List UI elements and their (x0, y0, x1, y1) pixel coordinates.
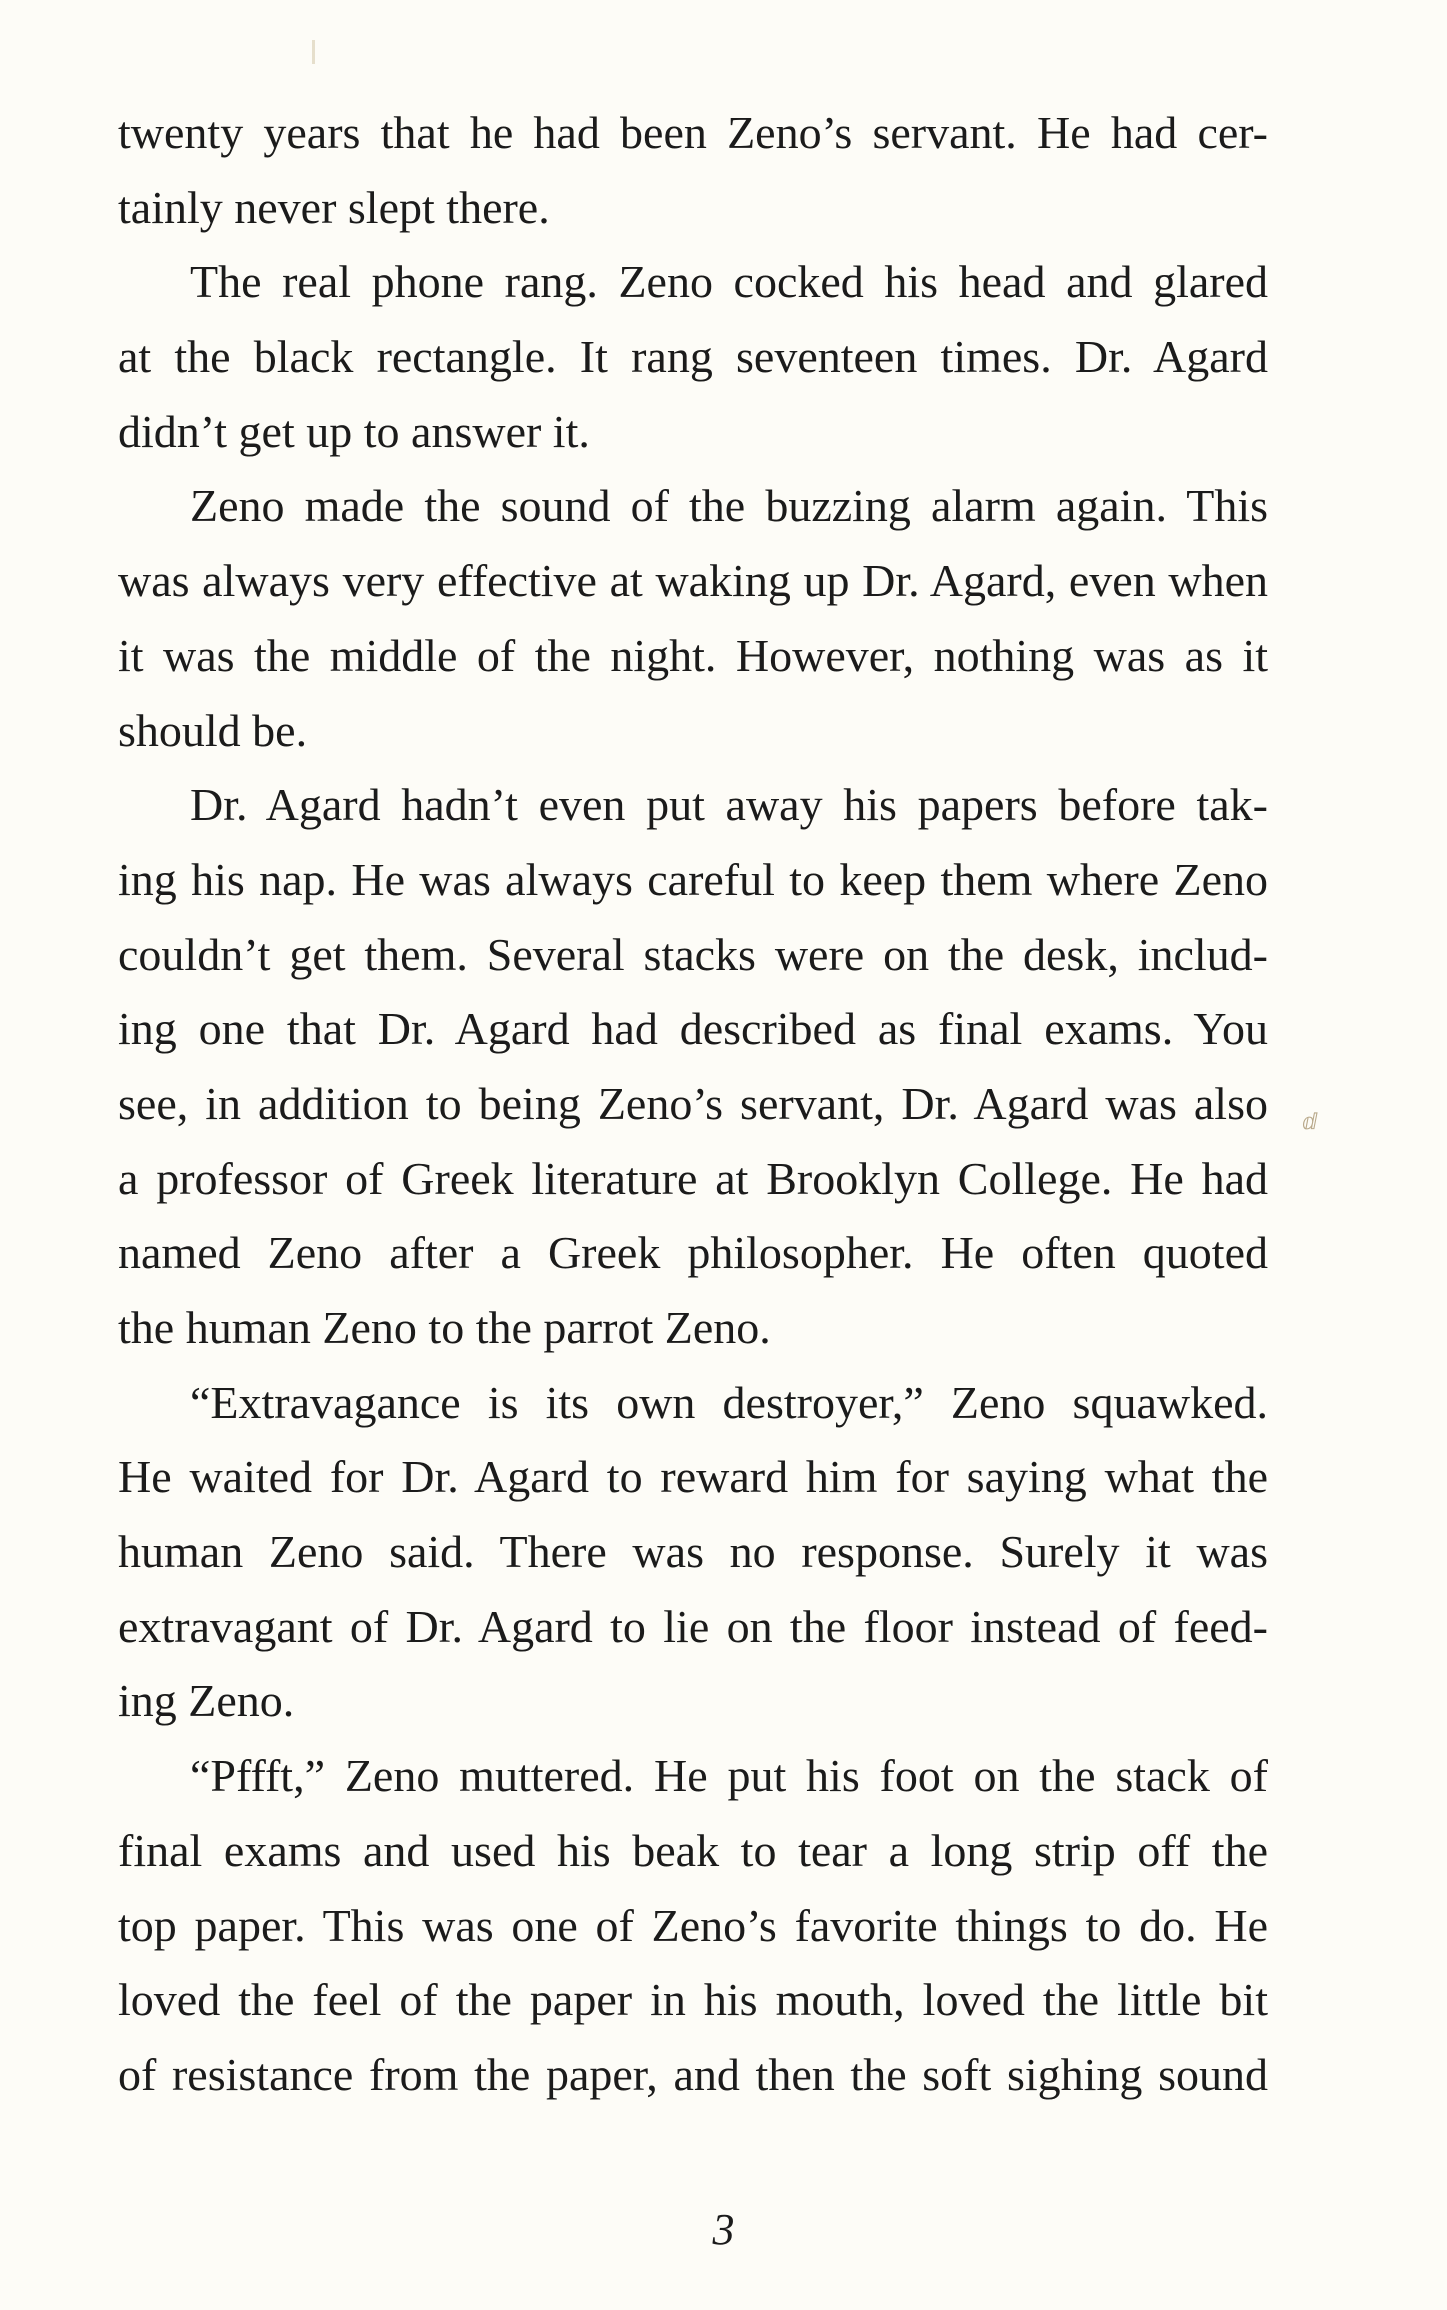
text-line: should be. (118, 704, 308, 756)
page-number: 3 (712, 2205, 735, 2254)
text-line: of resistance from the paper, and then the soft sighing sound (118, 2048, 1268, 2100)
text-line: “Pffft,” Zeno muttered. He put his foot on the stack of (190, 1750, 1268, 1802)
paper-speck (312, 40, 315, 64)
text-line: named Zeno after a Greek philosopher. He often quoted (118, 1227, 1268, 1279)
text-line: “Extravagance is its own destroyer,” Zeno squawked. (190, 1376, 1268, 1428)
body-text (118, 96, 1268, 2113)
text-line: couldn’t get them. Several stacks were on the desk, includ- (118, 928, 1268, 980)
text-line: see, in addition to being Zeno’s servant, Dr. Agard was also (118, 1077, 1268, 1129)
text-line: final exams and used his beak to tear a long strip off the (118, 1824, 1268, 1876)
text-line: at the black rectangle. It rang seventeen times. Dr. Agard (118, 331, 1268, 383)
text-line: The real phone rang. Zeno cocked his head and glared (190, 256, 1268, 308)
text-line: human Zeno said. There was no response. Surely it was (118, 1526, 1268, 1578)
text-line: ing his nap. He was always careful to keep them where Zeno (118, 853, 1268, 905)
text-line: extravagant of Dr. Agard to lie on the floor instead of feed- (118, 1600, 1268, 1652)
text-line: tainly never slept there. (118, 181, 550, 233)
text-line: Dr. Agard hadn’t even put away his papers before tak- (190, 779, 1268, 831)
text-line: loved the feel of the paper in his mouth, loved the little bit (118, 1974, 1268, 2026)
text-line: a professor of Greek literature at Brooklyn College. He had (118, 1152, 1268, 1204)
text-line: it was the middle of the night. However, nothing was as it (118, 629, 1268, 681)
text-line: twenty years that he had been Zeno’s servant. He had cer- (118, 107, 1268, 158)
text-line: didn’t get up to answer it. (118, 405, 590, 457)
paper-blemish: ⅆ (1302, 1110, 1318, 1135)
text-line: ing Zeno. (118, 1675, 295, 1727)
text-line: the human Zeno to the parrot Zeno. (118, 1302, 771, 1353)
text-line: Zeno made the sound of the buzzing alarm again. This (190, 480, 1268, 532)
text-line: ing one that Dr. Agard had described as final exams. You (118, 1003, 1268, 1055)
text-line: was always very effective at waking up Dr. Agard, even when (118, 555, 1268, 607)
text-line: He waited for Dr. Agard to reward him for saying what the (118, 1451, 1268, 1503)
text-line: top paper. This was one of Zeno’s favorite things to do. He (118, 1899, 1268, 1951)
